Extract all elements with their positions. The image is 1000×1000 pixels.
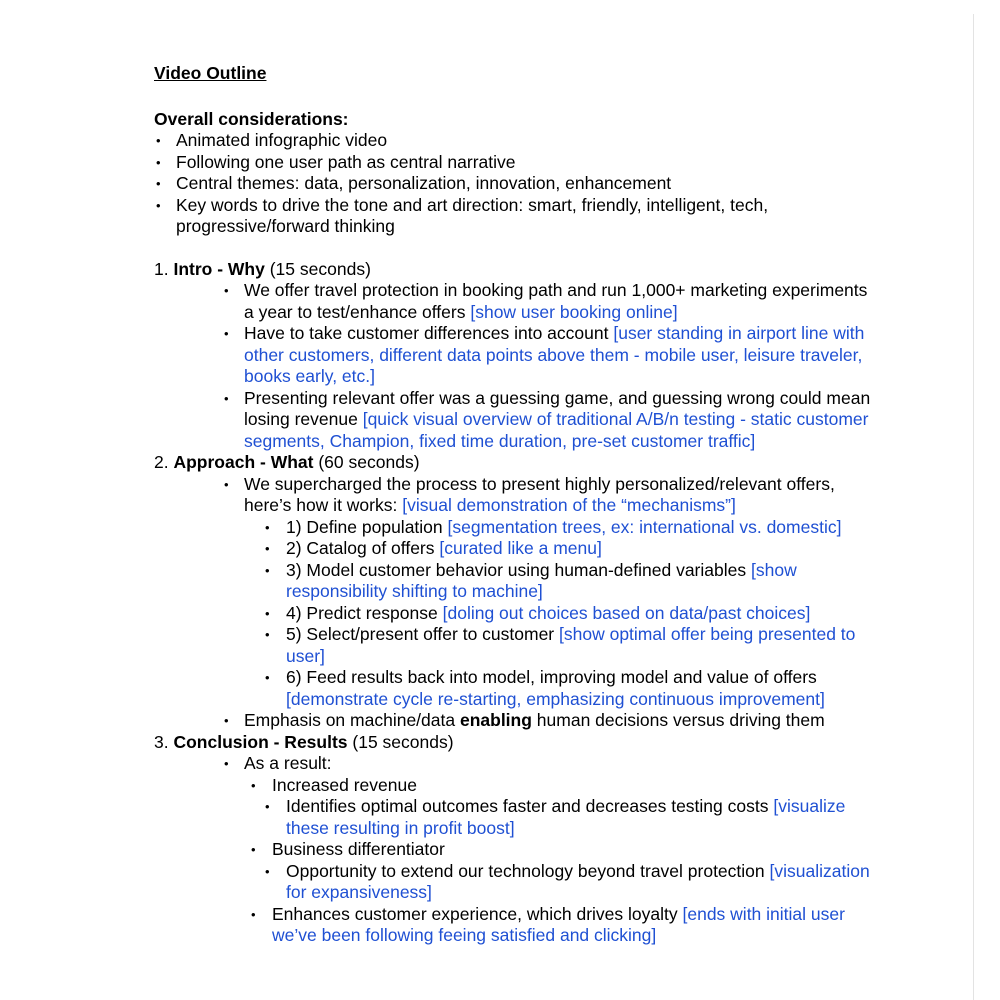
list-item <box>154 904 874 947</box>
approach-steps-list <box>154 517 874 711</box>
step-note: [doling out choices based on data/past choices] <box>442 602 811 623</box>
item-note: [quick visual overview of traditional A/B/n testing - static customer segments, Champion, fixed time duration, pre-set customer traffic] <box>244 409 869 451</box>
list-item <box>154 796 874 839</box>
section-number: 3. <box>154 731 169 752</box>
step-note: [curated like a menu] <box>439 538 602 558</box>
list-item <box>154 710 874 732</box>
intro-list <box>154 280 874 452</box>
section-label: Intro - Why <box>173 258 265 279</box>
item-text: Enhances customer experience, which drives loyalty <box>272 903 678 924</box>
step-note: [show responsibility shifting to machine] <box>286 559 797 601</box>
list-item: • Key words to drive the tone and art direction: smart, friendly, intelligent, tech, progressive/forward thinking <box>154 195 874 238</box>
list-item <box>154 667 874 710</box>
list-item <box>154 388 874 453</box>
item-text: Have to take customer differences into account <box>244 323 609 343</box>
emphasis-text: human decisions versus driving them <box>536 710 825 730</box>
section-number: 2. <box>154 452 169 472</box>
step-text: 3) Model customer behavior using human-defined variables <box>286 559 747 580</box>
step-text: 6) Feed results back into model, improving model and value of offers <box>286 667 817 687</box>
list-item <box>154 280 874 323</box>
overall-considerations-list <box>154 130 874 238</box>
item-text: Presenting relevant offer was a guessing game, and guessing wrong could mean losing revenue <box>244 387 871 429</box>
item-note: [visual demonstration of the “mechanisms”] <box>402 495 736 515</box>
step-note: [demonstrate cycle re-starting, emphasizing continuous improvement] <box>286 688 825 709</box>
approach-emphasis-list <box>154 710 874 732</box>
item-text: Identifies optimal outcomes faster and decreases testing costs <box>286 796 769 816</box>
step-text: 1) Define population <box>286 516 443 537</box>
step-note: [segmentation trees, ex: international vs. domestic] <box>447 516 842 537</box>
list-item <box>154 517 874 539</box>
item-note: [visualization for expansiveness] <box>286 860 870 902</box>
list-item: • Increased revenue <box>154 775 874 797</box>
step-text: 2) Catalog of offers <box>286 538 435 558</box>
step-text: 4) Predict response <box>286 602 438 623</box>
section-duration: (15 seconds) <box>269 258 371 279</box>
list-item: • Business differentiator <box>154 839 874 861</box>
section-duration: (60 seconds) <box>318 452 420 472</box>
overall-considerations-heading: Overall considerations: <box>154 108 349 129</box>
document-page <box>154 63 874 947</box>
section-duration: (15 seconds) <box>352 731 454 752</box>
item-text: We offer travel protection in booking path and run 1,000+ marketing experiments a year to test/enhance offers <box>244 280 868 322</box>
section-number: 1. <box>154 258 169 279</box>
item-note: [visualize these resulting in profit boost] <box>286 796 846 838</box>
list-item <box>154 538 874 560</box>
section-label: Conclusion - Results <box>173 731 348 752</box>
list-item <box>154 603 874 625</box>
item-note: [show user booking online] <box>470 301 678 322</box>
list-item: • Animated infographic video <box>154 130 874 152</box>
list-item <box>154 624 874 667</box>
item-note: [ends with initial user we’ve been following feeing satisfied and clicking] <box>272 903 845 945</box>
list-item <box>154 474 874 517</box>
item-note: [user standing in airport line with other customers, different data points above them - mobile user, leisure traveler, books early, etc.] <box>244 323 865 386</box>
approach-list <box>154 474 874 517</box>
list-item: • As a result: <box>154 753 874 775</box>
step-note: [show optimal offer being presented to user] <box>286 624 856 666</box>
item-text: We supercharged the process to present highly personalized/relevant offers, here’s how it works: <box>244 473 835 515</box>
page-edge-divider <box>973 14 974 1000</box>
conclusion-list <box>154 753 874 947</box>
section-approach-heading <box>154 452 874 474</box>
section-intro-heading <box>154 259 874 281</box>
section-conclusion-heading <box>154 732 874 754</box>
list-item <box>154 560 874 603</box>
section-label: Approach - What <box>173 452 314 472</box>
emphasis-bold: enabling <box>459 710 532 730</box>
step-text: 5) Select/present offer to customer <box>286 624 555 644</box>
emphasis-text: Emphasis on machine/data <box>244 710 456 730</box>
document-title: Video Outline <box>154 63 267 83</box>
item-text: Opportunity to extend our technology beyond travel protection <box>286 860 765 881</box>
list-item <box>154 861 874 904</box>
list-item: • Central themes: data, personalization, innovation, enhancement <box>154 173 874 195</box>
list-item: • Following one user path as central narrative <box>154 152 874 174</box>
list-item <box>154 323 874 388</box>
